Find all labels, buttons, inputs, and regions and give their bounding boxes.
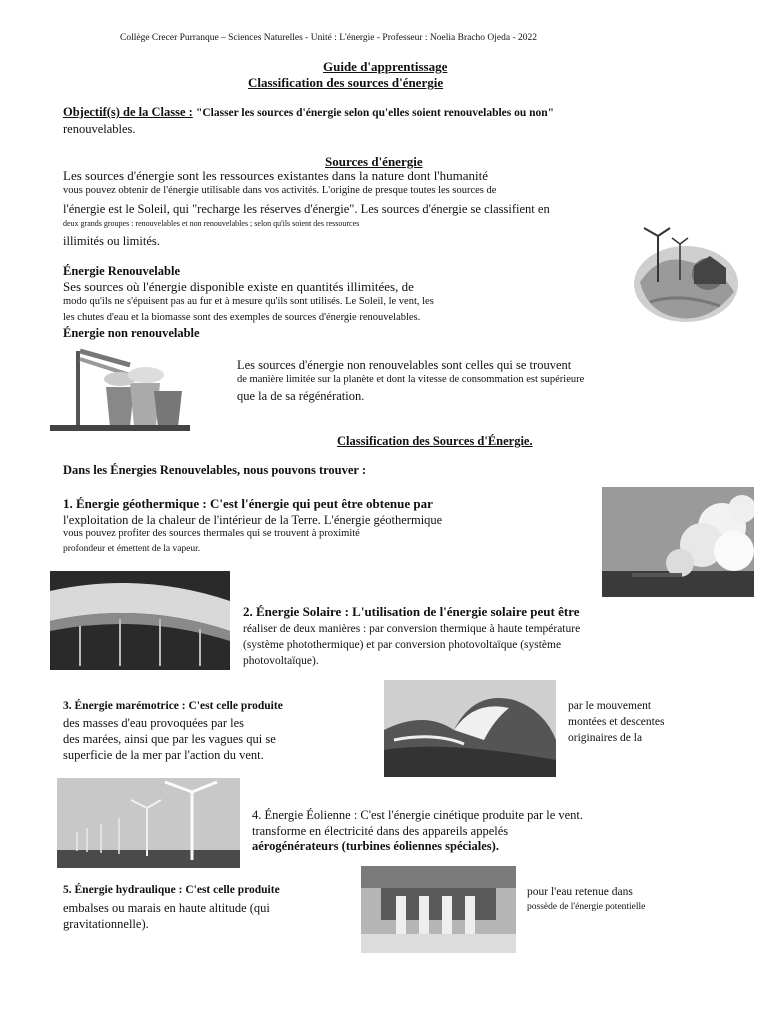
solar-line-3: photovoltaïque).: [243, 655, 319, 667]
sources-line-3: l'énergie est le Soleil, qui "recharge les réserves d'énergie". Les sources d'énergie se classifient en: [63, 202, 550, 216]
tidal-line-2: des marées, ainsi que par les vagues qui se: [63, 732, 276, 746]
hydro-right-2: possède de l'énergie potentielle: [527, 902, 646, 912]
solar-collectors-image: [50, 571, 230, 670]
tidal-right-2: montées et descentes: [568, 716, 665, 728]
geyser-image: [602, 487, 754, 597]
wave-image: [384, 680, 556, 777]
sources-line-2: vous pouvez obtenir de l'énergie utilisable dans vos activités. L'origine de presque toutes les sources de: [63, 185, 497, 196]
renewable-cartoon-image: [630, 222, 742, 328]
objective-text: "Classer les sources d'énergie selon qu'elles soient renouvelables ou non": [195, 107, 555, 119]
classification-heading: Classification des Sources d'Énergie.: [337, 434, 533, 448]
wind-line-1: transforme en électricité dans des appareils appelés: [252, 824, 509, 838]
renewable-line-2: modo qu'ils ne s'épuisent pas au fur et à mesure qu'ils sont utilisés. Le Soleil, le vent, les: [63, 296, 434, 307]
renewable-line-3: les chutes d'eau et la biomasse sont des exemples de sources d'énergie renouvelables.: [63, 312, 421, 323]
page-header: Collège Crecer Purranque – Sciences Naturelles - Unité : L'énergie - Professeur : Noelia Bracho Ojeda - 2022: [120, 33, 538, 43]
power-plant-image: [50, 345, 190, 431]
renewable-line-1: Ses sources où l'énergie disponible existe en quantités illimitées, de: [63, 279, 414, 294]
geothermal-title: 1. Énergie géothermique : C'est l'énergie qui peut être obtenue par: [63, 496, 433, 511]
sources-line-5: illimités ou limités.: [63, 234, 160, 248]
classification-intro: Dans les Énergies Renouvelables, nous pouvons trouver :: [63, 463, 367, 477]
objective-line: [63, 105, 554, 120]
geothermal-line-2: vous pouvez profiter des sources thermales qui se trouvent à proximité: [63, 528, 360, 539]
wind-turbines-image: [57, 778, 240, 868]
tidal-title: 3. Énergie marémotrice : C'est celle produite: [63, 700, 283, 712]
tidal-right-1: par le mouvement: [568, 700, 652, 712]
objective-continuation: renouvelables.: [63, 122, 136, 136]
nonrenewable-heading: Énergie non renouvelable: [63, 326, 200, 340]
tidal-line-3: superficie de la mer par l'action du vent.: [63, 748, 264, 762]
nonrenewable-line-1: Les sources d'énergie non renouvelables sont celles qui se trouvent: [237, 358, 572, 372]
tidal-right-3: originaires de la: [568, 732, 643, 744]
hydro-line-1: embalses ou marais en haute altitude (qui: [63, 901, 270, 915]
wind-line-2: aérogénérateurs (turbines éoliennes spéciales).: [252, 839, 499, 853]
solar-title: 2. Énergie Solaire : L'utilisation de l'énergie solaire peut être: [243, 604, 580, 619]
hydro-line-2: gravitationnelle).: [63, 917, 149, 931]
renewable-heading: Énergie Renouvelable: [63, 264, 181, 278]
sources-line-4: deux grands groupes : renouvelables et non renouvelables ; selon qu'ils soient des ressources: [63, 219, 360, 228]
tidal-line-1: des masses d'eau provoquées par les: [63, 716, 245, 730]
solar-line-1: réaliser de deux manières : par conversion thermique à haute température: [243, 623, 581, 635]
hydro-title: 5. Énergie hydraulique : C'est celle produite: [63, 884, 280, 896]
geothermal-line-3: profondeur et émettent de la vapeur.: [63, 544, 201, 554]
hydro-right-1: pour l'eau retenue dans: [527, 886, 633, 898]
guide-title: Guide d'apprentissage: [323, 59, 448, 74]
nonrenewable-line-2: de manière limitée sur la planète et dont la vitesse de consommation est supérieure: [237, 374, 585, 385]
sources-heading: Sources d'énergie: [325, 154, 423, 169]
sources-line-1: Les sources d'énergie sont les ressources existantes dans la nature dont l'humanité: [63, 168, 489, 183]
solar-line-2: (système photothermique) et par conversion photovoltaïque (système: [243, 639, 562, 651]
objective-label: Objectif(s) de la Classe :: [63, 105, 193, 119]
wind-title: 4. Énergie Éolienne : C'est l'énergie cinétique produite par le vent.: [252, 808, 584, 822]
dam-image: [361, 866, 516, 953]
classification-title: Classification des sources d'énergie: [248, 75, 444, 90]
geothermal-line-1: l'exploitation de la chaleur de l'intérieur de la Terre. L'énergie géothermique: [63, 513, 443, 527]
nonrenewable-line-3: que la de sa régénération.: [237, 389, 365, 403]
